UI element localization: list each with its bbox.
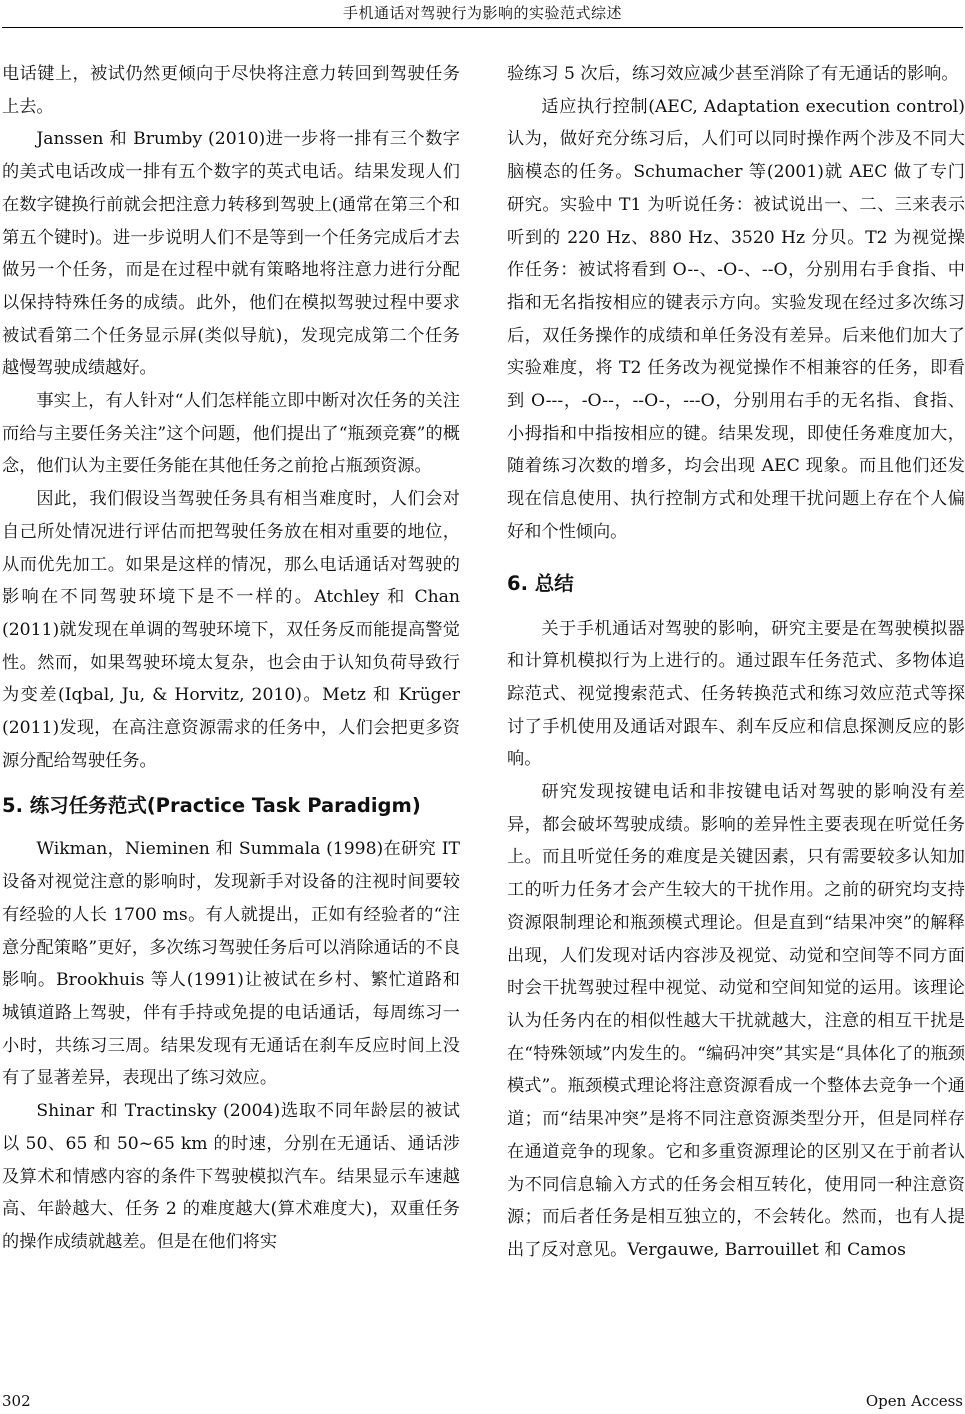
paragraph: 因此，我们假设当驾驶任务具有相当难度时，人们会对自己所处情况进行评估而把驾驶任务放在相对重要的地位，从而优先加工。如果是这样的情况，那么电话通话对驾驶的影响在不同驾驶环境下是不一样的。Atchley 和 Chan (2011)就发现在单调的驾驶环境下，双任务反而能提高警觉性。然而，如果驾驶环境太复杂，也会由于认知负荷导致行为变差(Iqbal, Ju, & Horvitz, 2010)。Metz 和 Krüger (2011)发现，在高注意资源需求的任务中，人们会把更多资源分配给驾驶任务。 (2, 489, 460, 771)
paragraph: 适应执行控制(AEC, Adaptation execution control)认为，做好充分练习后，人们可以同时操作两个涉及不同大脑模态的任务。Schumacher 等(2001)就 AEC 做了专门研究。实验中 T1 为听说任务：被试说出一、二、三来表示听到的 220 Hz、880 Hz、3520 Hz 分贝。T2 为视觉操作任务：被试将看到 O--、-O-、--O，分别用右手食指、中指和无名指按相应的键表示方向。实验发现在经过多次练习后，双任务操作的成绩和单任务没有差异。后来他们加大了实验难度，将 T2 任务改为视觉操作不相兼容的任务，即看到 O---，-O--，--O-，---O，分别用右手的无名指、食指、小拇指和中指按相应的键。结果发现，即使任务难度加大，随着练习次数的增多，均会出现 AEC 现象。而且他们还发现在信息使用、执行控制方式和处理干扰问题上存在个人偏好和个性倾向。 (507, 96, 965, 542)
paragraph: Shinar 和 Tractinsky (2004)选取不同年龄层的被试以 50、65 和 50~65 km 的时速，分别在无通话、通话涉及算术和情感内容的条件下驾驶模拟汽车。结果显示车速越高、年龄越大、任务 2 的难度越大(算术难度大)，双重任务的操作成绩就越差。但是在他们将实 (2, 1101, 460, 1252)
left-column (2, 58, 460, 1259)
paragraph: 验练习 5 次后，练习效应减少甚至消除了有无通话的影响。 (507, 64, 959, 84)
paragraph: 研究发现按键电话和非按键电话对驾驶的影响没有差异，都会破坏驾驶成绩。影响的差异性主要表现在听觉任务上。而且听觉任务的难度是关键因素，只有需要较多认知加工的听力任务才会产生较大的干扰作用。之前的研究均支持资源限制理论和瓶颈模式理论。但是直到“结果冲突”的解释出现，人们发现对话内容涉及视觉、动觉和空间等不同方面时会干扰驾驶过程中视觉、动觉和空间知觉的运用。该理论认为任务内在的相似性越大干扰就越大，注意的相互干扰是在“特殊领域”内发生的。“编码冲突”其实是“具体化了的瓶颈模式”。瓶颈模式理论将注意资源看成一个整体去竞争一个通道；而“结果冲突”是将不同注意资源类型分开，但是同样存在通道竞争的现象。它和多重资源理论的区别又在于前者认为不同信息输入方式的任务会相互转化，使用同一种注意资源；而后者任务是相互独立的，不会转化。然而，也有人提出了反对意见。Vergauwe, Barrouillet 和 Camos (507, 782, 965, 1260)
header-divider (2, 27, 963, 28)
paragraph: Janssen 和 Brumby (2010)进一步将一排有三个数字的美式电话改成一排有五个数字的英式电话。结果发现人们在数字键换行前就会把注意力转移到驾驶上(通常在第三个和第五个键时)。进一步说明人们不是等到一个任务完成后才去做另一个任务，而是在过程中就有策略地将注意力进行分配以保持特殊任务的成绩。此外，他们在模拟驾驶过程中要求被试看第二个任务显示屏(类似导航)，发现完成第二个任务越慢驾驶成绩越好。 (2, 129, 460, 379)
paragraph: 关于手机通话对驾驶的影响，研究主要是在驾驶模拟器和计算机模拟行为上进行的。通过跟车任务范式、多物体追踪范式、视觉搜索范式、任务转换范式和练习效应范式等探讨了手机使用及通话对跟车、刹车反应和信息探测反应的影响。 (507, 618, 965, 770)
journal-name: Open Access (865, 1392, 963, 1410)
running-header: 手机通话对驾驶行为影响的实验范式综述 (342, 4, 622, 22)
section-heading: 6. 总结 (507, 571, 574, 595)
paragraph: 事实上，有人针对“人们怎样能立即中断对次任务的关注而给与主要任务关注”这个问题，他们提出了“瓶颈竞赛”的概念，他们认为主要任务能在其他任务之前抢占瓶颈资源。 (2, 391, 460, 477)
section-heading: 5. 练习任务范式(Practice Task Paradigm) (2, 794, 421, 818)
page-number: 302 (2, 1392, 31, 1410)
paragraph: 电话键上，被试仍然更倾向于尽快将注意力转回到驾驶任务上去。 (2, 64, 460, 117)
right-column (507, 58, 965, 1267)
paragraph: Wikman，Nieminen 和 Summala (1998)在研究 IT 设备对视觉注意的影响时，发现新手对设备的注视时间要较有经验的人长 1700 ms。有人就提出，正如有经验者的“注意分配策略”更好，多次练习驾驶任务后可以消除通话的不良影响。Brookhuis 等人(1991)让被试在乡村、繁忙道路和城镇道路上驾驶，伴有手持或免提的电话通话，每周练习一小时，共练习三周。结果发现有无通话在刹车反应时间上没有了显著差异，表现出了练习效应。 (2, 839, 460, 1089)
